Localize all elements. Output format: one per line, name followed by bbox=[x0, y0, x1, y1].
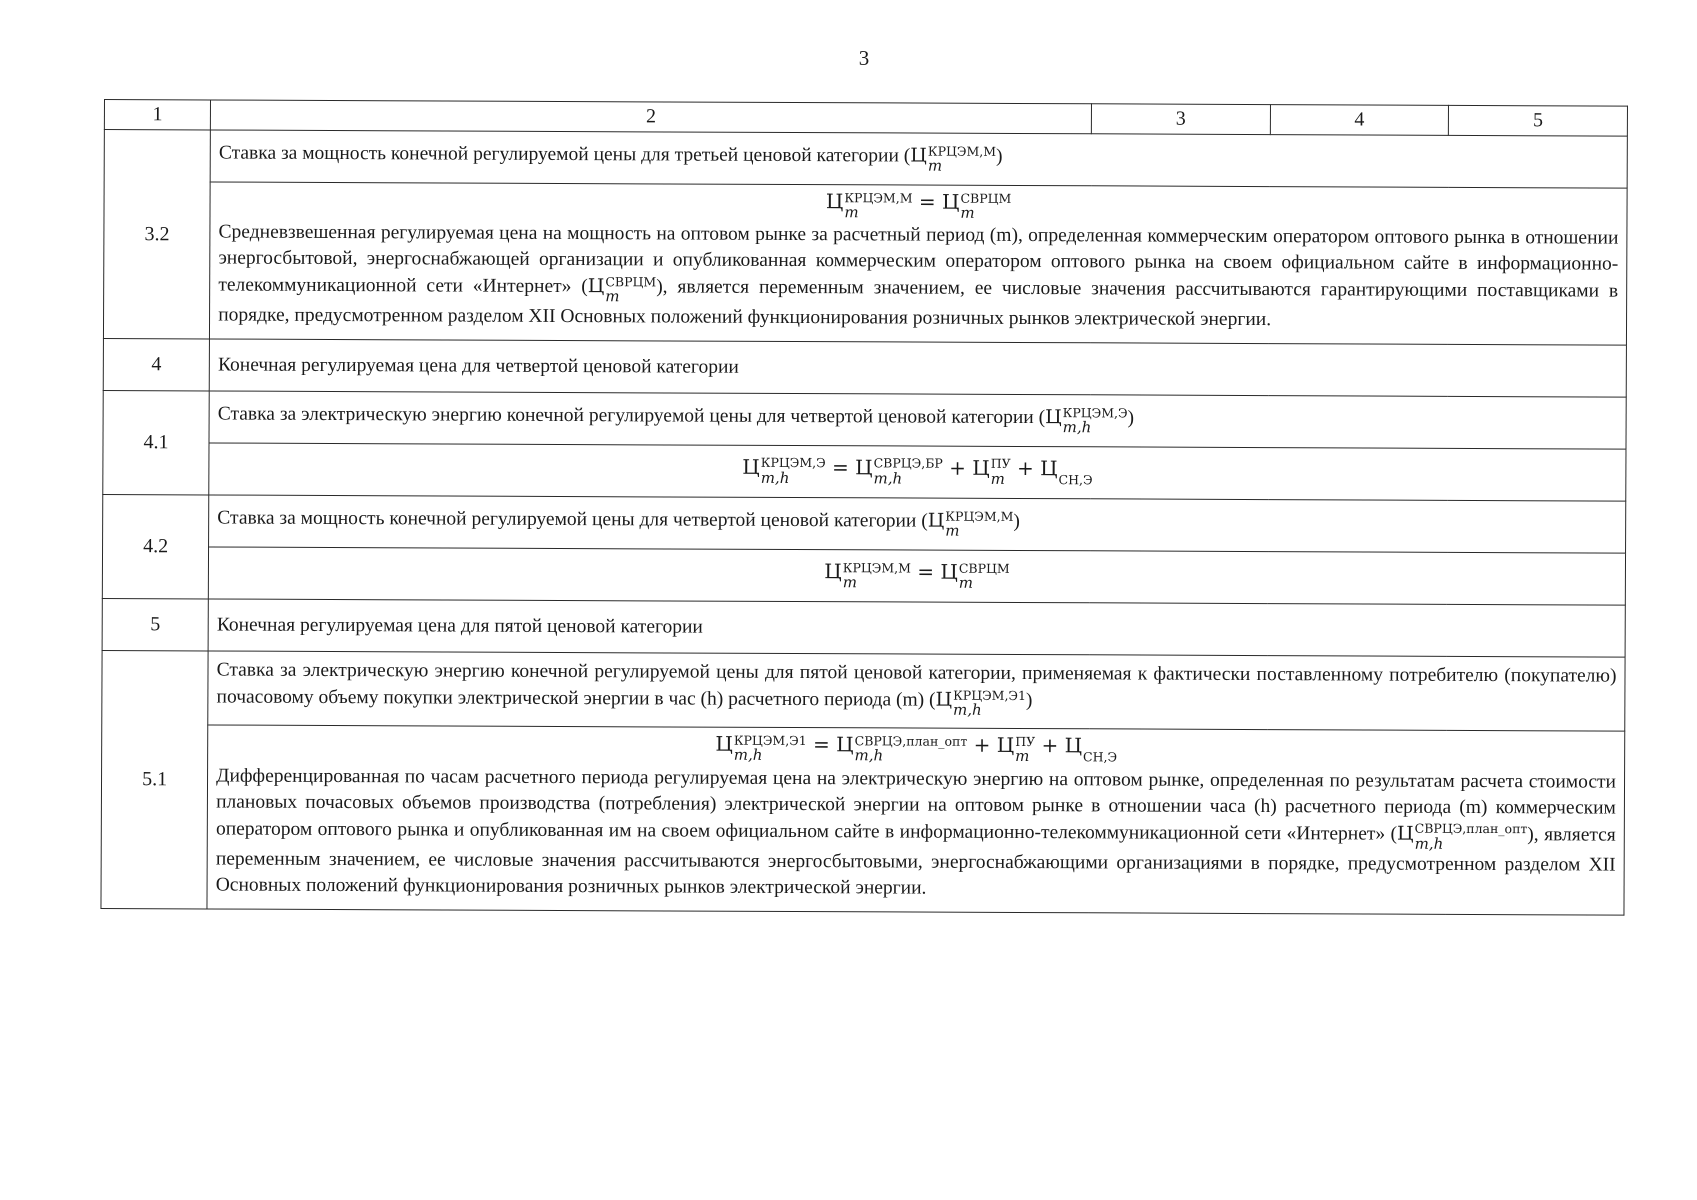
header-col-5: 5 bbox=[1449, 105, 1628, 136]
row-body bbox=[207, 725, 1625, 915]
row-body bbox=[208, 547, 1625, 605]
tariff-table bbox=[100, 99, 1628, 915]
table-row bbox=[102, 650, 1625, 731]
description: Дифференцированная по часам расчетного периода регулируемая цена на электрическую энергию на оптовом рынке, определенная по результатам расчета стоимости плановых почасовых объемов производства (потребления) электрической энергии на оптовом рынке в отношении часа (h) расчетного периода (m) коммерческим оператором оптового рынка и опубликованная им на своем официальном сайте в информационно-телекоммуникационной сети «Интернет» (Ц СВРЦЭ,план_опт m,h ), является переменным значением, ее числовые значения рассчитываются энергосбытовыми, энергоснабжающими организациями в порядке, предусмотренном разделом XII Основных положений функционирования розничных рынков электрической энергии. bbox=[215, 764, 1617, 899]
price-symbol: Ц СВРЦМ m bbox=[587, 273, 657, 306]
price-symbol: Ц СВРЦЭ,план_опт m,h bbox=[1397, 820, 1528, 853]
table-row bbox=[102, 598, 1625, 657]
row-number: 3.2 bbox=[103, 130, 210, 339]
table-row bbox=[103, 442, 1626, 501]
row-number: 4 bbox=[103, 338, 209, 390]
row-number: 5.1 bbox=[101, 650, 208, 908]
description: Средневзвешенная регулируемая цена на мощность на оптовом рынке за расчетный период (m), определенная коммерческим оператором оптового рынка в отношении энергосбытовой, энергоснабжающей организации и опубликованная коммерческим оператором оптового рынка на своем официальном сайте в информационно-телекоммуникационной сети «Интернет» (Ц СВРЦМ m ), является переменным значением, ее числовые значения рассчитываются гарантирующими поставщиками в порядке, предусмотренном разделом XII Основных положений функционирования розничных рынков электрической энергии. bbox=[218, 221, 1619, 331]
row-body bbox=[210, 182, 1628, 345]
price-symbol: Ц КРЦЭМ,М m bbox=[910, 143, 997, 175]
table-row bbox=[103, 390, 1626, 449]
table-row bbox=[103, 494, 1626, 553]
row-title: Ставка за электрическую энергию конечной регулируемой цены для четвертой ценовой категории (Ц КРЦЭМ,Э m,h ) bbox=[209, 391, 1626, 449]
formula: Ц КРЦЭМ,М m = Ц СВРЦМ m bbox=[825, 189, 1012, 222]
header-col-3: 3 bbox=[1091, 104, 1270, 135]
row-title: Конечная регулируемая цена для четвертой ценовой категории bbox=[209, 339, 1626, 397]
row-title: Конечная регулируемая цена для пятой ценовой категории bbox=[208, 599, 1625, 657]
formula: Ц КРЦЭМ,Э1 m,h = Ц СВРЦЭ,план_опт m,h + Ц ПУ m + Ц СН,Э bbox=[715, 731, 1118, 766]
header-col-2: 2 bbox=[211, 100, 1092, 134]
formula: Ц КРЦЭМ,Э m,h = Ц СВРЦЭ,БР m,h + Ц ПУ m + Ц СН,Э bbox=[742, 454, 1093, 488]
table-row bbox=[102, 546, 1625, 605]
header-col-1: 1 bbox=[104, 100, 210, 130]
row-number: 4.2 bbox=[102, 494, 209, 598]
row-number: 5 bbox=[102, 598, 208, 650]
header-col-4: 4 bbox=[1270, 105, 1449, 136]
row-title: Ставка за мощность конечной регулируемой цены для третьей ценовой категории (Ц КРЦЭМ,М m ) bbox=[210, 130, 1627, 188]
table-row bbox=[103, 182, 1627, 346]
table-row bbox=[104, 130, 1627, 189]
formula: Ц КРЦЭМ,М m = Ц СВРЦМ m bbox=[824, 559, 1010, 592]
title-text: Ставка за мощность конечной регулируемой цены для третьей ценовой категории ( bbox=[218, 142, 911, 167]
price-symbol: Ц КРЦЭМ,М m bbox=[927, 508, 1014, 540]
table-row bbox=[103, 338, 1626, 397]
row-title: Ставка за мощность конечной регулируемой цены для четвертой ценовой категории (Ц КРЦЭМ,М m ) bbox=[209, 495, 1626, 553]
row-body bbox=[209, 443, 1626, 501]
price-symbol: Ц КРЦЭМ,Э m,h bbox=[1045, 404, 1128, 437]
price-symbol: Ц КРЦЭМ,Э1 m,h bbox=[935, 687, 1027, 719]
row-number: 4.1 bbox=[103, 390, 210, 494]
row-title: Ставка за электрическую энергию конечной регулируемой цены для пятой ценовой категории, применяемая к фактически поставленному потребителю (покупателю) почасовому объему покупки электрической энергии в час (h) расчетного периода (m) (Ц КРЦЭМ,Э1 m,h ) bbox=[208, 651, 1625, 731]
table-row bbox=[101, 724, 1625, 914]
page-number: 3 bbox=[858, 46, 870, 70]
